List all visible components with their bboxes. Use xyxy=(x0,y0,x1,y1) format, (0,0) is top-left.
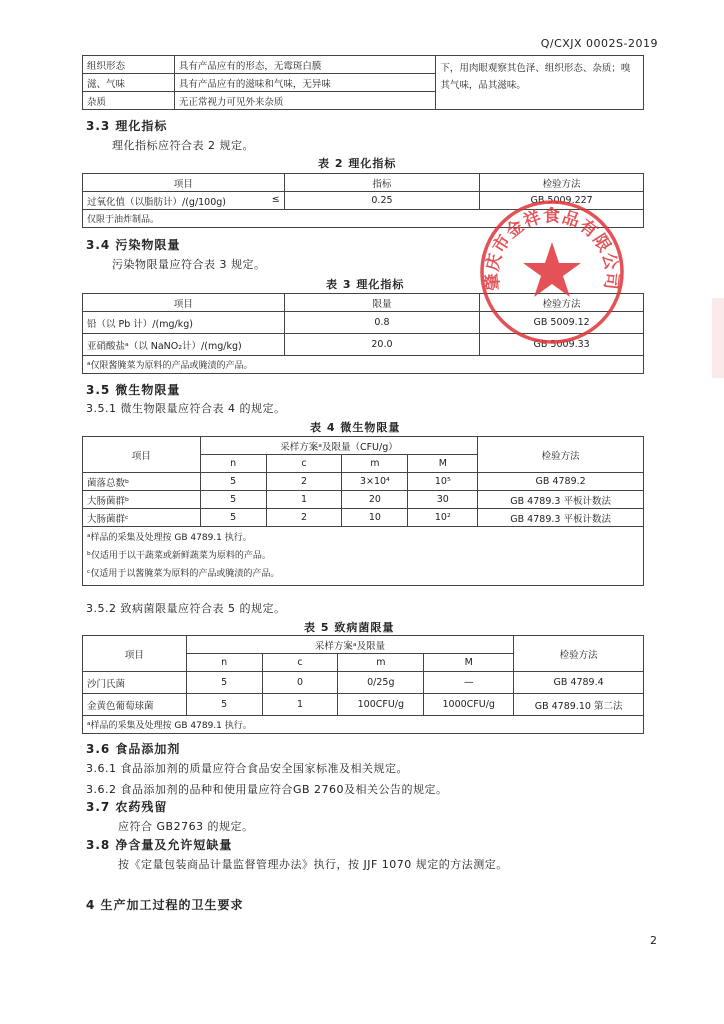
cell-m: 100CFU/g xyxy=(338,694,424,716)
section-text-3-6-2: 3.6.2 食品添加剂的品种和使用量应符合GB 2760及相关公告的规定。 xyxy=(86,783,448,796)
table-note: ᵃ样品的采集及处理按 GB 4789.1 执行。 xyxy=(83,716,644,734)
subheader-m: m xyxy=(342,455,408,473)
table-row xyxy=(83,694,644,716)
section-text-3-8: 按《定量包装商品计量监督管理办法》执行，按 JJF 1070 规定的方法测定。 xyxy=(118,858,508,871)
row-item: 大肠菌群ᶜ xyxy=(83,509,201,527)
sensory-requirement: 具有产品应有的滋味和气味，无异味 xyxy=(174,74,436,92)
cell-c: 2 xyxy=(266,473,342,491)
comparison-operator: ≤ xyxy=(271,193,280,205)
table-note: ᵃ样品的采集及处理按 GB 4789.1 执行。 xyxy=(87,533,252,543)
cell-n: 5 xyxy=(186,694,262,716)
sensory-table xyxy=(82,55,644,110)
row-item: 铅（以 Pb 计）/(mg/kg) xyxy=(83,312,285,334)
table-caption-2: 表 2 理化指标 xyxy=(318,157,397,170)
table-row xyxy=(83,672,644,694)
subheader-c: c xyxy=(262,654,338,672)
row-method: GB 5009.227 xyxy=(480,192,644,210)
section-heading-3-3: 3.3 理化指标 xyxy=(86,119,168,133)
edge-mark xyxy=(712,298,724,378)
row-item: 大肠菌群ᵇ xyxy=(83,491,201,509)
column-header: 限量 xyxy=(284,294,480,312)
column-header: 检验方法 xyxy=(480,294,644,312)
cell-M: 10⁵ xyxy=(408,473,478,491)
row-method: GB 4789.3 平板计数法 xyxy=(478,491,644,509)
table-row xyxy=(83,473,644,491)
subheader-n: n xyxy=(200,455,266,473)
column-header: 检验方法 xyxy=(478,437,644,473)
svg-text:肇庆市金祥食品有限公司: 肇庆市金祥食品有限公司 xyxy=(482,206,622,292)
column-header: 检验方法 xyxy=(480,174,644,192)
subheader-m: m xyxy=(338,654,424,672)
sensory-item: 组织形态 xyxy=(83,56,175,74)
subheader-n: n xyxy=(186,654,262,672)
column-header: 指标 xyxy=(284,174,480,192)
row-value: 0.8 xyxy=(284,312,480,334)
cell-M: 10² xyxy=(408,509,478,527)
subheader-M: M xyxy=(424,654,514,672)
table-notes xyxy=(83,527,644,586)
row-item: 金黄色葡萄球菌 xyxy=(83,694,187,716)
row-value: 0.25 xyxy=(284,192,480,210)
section-heading-3-7: 3.7 农药残留 xyxy=(86,800,168,814)
table-note: ᵇ仅适用于以干蔬菜或新鲜蔬菜为原料的产品。 xyxy=(87,551,271,561)
cell-n: 5 xyxy=(200,473,266,491)
section-text-3-5-2: 3.5.2 致病菌限量应符合表 5 的规定。 xyxy=(86,602,286,615)
table-caption-5: 表 5 致病菌限量 xyxy=(304,621,395,634)
sensory-method: 下，用肉眼观察其色泽、组织形态、杂质；嗅其气味，品其滋味。 xyxy=(436,56,644,110)
table-note: ᵃ仅限酱腌菜为原料的产品或腌渍的产品。 xyxy=(83,356,644,374)
row-method: GB 5009.12 xyxy=(480,312,644,334)
subheader-c: c xyxy=(266,455,342,473)
table-header-row xyxy=(83,174,644,192)
section-text-3-3: 理化指标应符合表 2 规定。 xyxy=(112,139,254,152)
section-text-3-5-1: 3.5.1 微生物限量应符合表 4 的规定。 xyxy=(86,402,286,415)
row-method: GB 4789.10 第二法 xyxy=(514,694,644,716)
column-header: 项目 xyxy=(83,294,285,312)
cell-M: — xyxy=(424,672,514,694)
section-text-3-7: 应符合 GB2763 的规定。 xyxy=(118,820,254,833)
cell-n: 5 xyxy=(186,672,262,694)
section-heading-3-4: 3.4 污染物限量 xyxy=(86,238,181,252)
row-item-label: 过氧化值（以脂肪计）/(g/100g) xyxy=(87,196,227,208)
row-method: GB 4789.2 xyxy=(478,473,644,491)
cell-m: 3×10⁴ xyxy=(342,473,408,491)
cell-m: 0/25g xyxy=(338,672,424,694)
cell-m: 10 xyxy=(342,509,408,527)
table-row xyxy=(83,509,644,527)
sensory-item: 杂质 xyxy=(83,92,175,110)
table-row xyxy=(83,56,644,74)
column-header: 检验方法 xyxy=(514,636,644,672)
row-item: 菌落总数ᵇ xyxy=(83,473,201,491)
table-note-row xyxy=(83,356,644,374)
table-5 xyxy=(82,635,644,734)
row-item: 亚硝酸盐ᵃ（以 NaNO₂计）/(mg/kg) xyxy=(83,334,285,356)
table-header-row xyxy=(83,437,644,455)
row-value: 20.0 xyxy=(284,334,480,356)
table-note-row xyxy=(83,527,644,586)
section-heading-4: 4 生产加工过程的卫生要求 xyxy=(86,898,244,912)
row-method: GB 4789.3 平板计数法 xyxy=(478,509,644,527)
sensory-requirement: 无正常视力可见外来杂质 xyxy=(174,92,436,110)
column-header: 采样方案ᵃ及限量（CFU/g） xyxy=(200,437,478,455)
column-header: 项目 xyxy=(83,174,285,192)
row-method: GB 4789.4 xyxy=(514,672,644,694)
standard-code: Q/CXJX 0002S-2019 xyxy=(540,37,658,50)
cell-c: 2 xyxy=(266,509,342,527)
column-header: 采样方案ᵃ及限量 xyxy=(186,636,513,654)
table-note: 仅限于油炸制品。 xyxy=(83,210,644,228)
cell-n: 5 xyxy=(200,509,266,527)
table-caption-3: 表 3 理化指标 xyxy=(326,278,405,291)
section-text-3-4: 污染物限量应符合表 3 规定。 xyxy=(112,258,266,271)
row-item: 沙门氏菌 xyxy=(83,672,187,694)
cell-c: 1 xyxy=(262,694,338,716)
sensory-requirement: 具有产品应有的形态，无霉斑白膜 xyxy=(174,56,436,74)
table-4 xyxy=(82,436,644,586)
section-heading-3-8: 3.8 净含量及允许短缺量 xyxy=(86,838,233,852)
company-seal-icon xyxy=(478,198,626,346)
section-heading-3-6: 3.6 食品添加剂 xyxy=(86,742,181,756)
cell-c: 0 xyxy=(262,672,338,694)
cell-c: 1 xyxy=(266,491,342,509)
table-note-row xyxy=(83,716,644,734)
subheader-M: M xyxy=(408,455,478,473)
row-item xyxy=(83,192,285,210)
section-text-3-6-1: 3.6.1 食品添加剂的质量应符合食品安全国家标准及相关规定。 xyxy=(86,762,408,775)
cell-n: 5 xyxy=(200,491,266,509)
page-number: 2 xyxy=(650,934,657,947)
column-header: 项目 xyxy=(83,636,187,672)
table-caption-4: 表 4 微生物限量 xyxy=(310,421,401,434)
cell-M: 30 xyxy=(408,491,478,509)
cell-m: 20 xyxy=(342,491,408,509)
table-note: ᶜ仅适用于以酱腌菜为原料的产品或腌渍的产品。 xyxy=(87,569,280,579)
sensory-item: 滋、气味 xyxy=(83,74,175,92)
table-row xyxy=(83,491,644,509)
row-method: GB 5009.33 xyxy=(480,334,644,356)
column-header: 项目 xyxy=(83,437,201,473)
section-heading-3-5: 3.5 微生物限量 xyxy=(86,383,181,397)
table-header-row xyxy=(83,636,644,654)
cell-M: 1000CFU/g xyxy=(424,694,514,716)
